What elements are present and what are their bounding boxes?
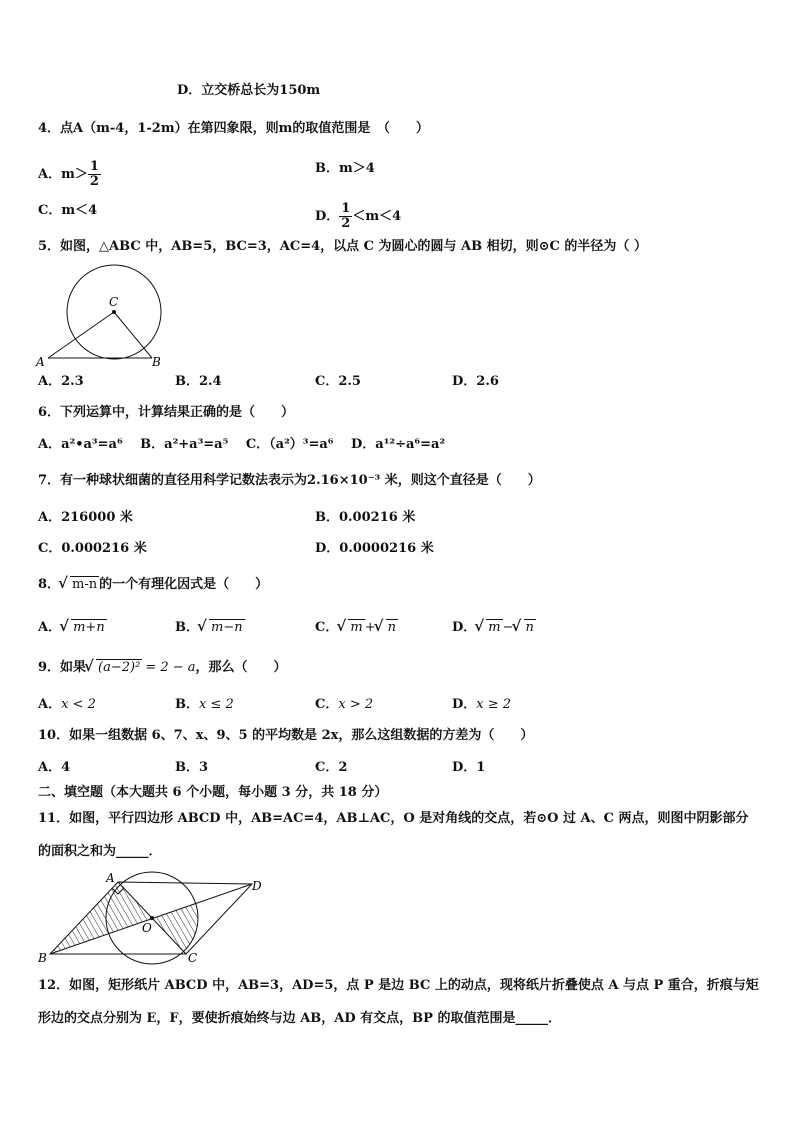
q10-stem: 10．如果一组数据 6、7、x、9、5 的平均数是 2x，那么这组数据的方差为（ ）: [38, 728, 534, 743]
q11-shade-right: [152, 884, 252, 954]
q11-figure: [30, 868, 270, 966]
q8-option-b: B．√ m−n: [175, 619, 245, 637]
q12-line2: 形边的交点分别为 E，F，要使折痕始终与边 AB，AD 有交点，BP 的取值范围是_____．: [38, 1011, 561, 1026]
q5-option-b: B．2.4: [175, 374, 222, 389]
q9-option-a: A．x < 2: [38, 697, 96, 712]
q4-a-fraction: $\frac{1}{2}$: [89, 159, 99, 189]
q11-label-a: A: [106, 871, 115, 885]
q4-option-a: A．m＞ $\frac{1}{2}$: [38, 159, 99, 189]
q5-center-point: [112, 310, 116, 314]
q9-option-b: B．x ≤ 2: [175, 697, 234, 712]
q4-d-fraction: $\frac{1}{2}$: [341, 201, 351, 231]
q11-label-c: C: [188, 951, 198, 965]
q10-option-d: D．1: [452, 760, 486, 775]
q7-stem: 7．有一种球状细菌的直径用科学记数法表示为2.16×10⁻³ 米，则这个直径是（ ）: [38, 473, 541, 488]
q5-label-c: C: [109, 295, 119, 309]
q5-figure: [30, 262, 170, 372]
q5-side-bc: [114, 312, 152, 358]
q11-label-b: B: [38, 951, 47, 965]
q9-option-c: C．x > 2: [315, 697, 374, 712]
q8-option-d: D．√ m −√ n: [452, 619, 536, 637]
q11-center-point: [150, 916, 154, 920]
q5-stem: 5．如图，△ABC 中，AB=5，BC=3，AC=4，以点 C 为圆心的圆与 AB 相切，则⊙C 的半径为（ ）: [38, 239, 647, 254]
q11-label-d: D: [252, 879, 262, 893]
q4-option-b: B．m＞4: [315, 161, 375, 176]
q5-label-b: B: [152, 355, 161, 369]
q10-option-b: B．3: [175, 760, 209, 775]
section-heading: 二、填空题（本大题共 6 个小题，每小题 3 分，共 18 分）: [38, 785, 388, 800]
q9-stem: 9．如果√ (a−2)² = 2 − a，那么（ ）: [38, 659, 287, 677]
q8-option-a: A．√ m+n: [38, 619, 107, 637]
q11-line1: 11．如图，平行四边形 ABCD 中，AB=AC=4，AB⊥AC，O 是对角线的交点，若⊙O 过 A、C 两点，则图中阴影部分: [38, 811, 749, 826]
q10-option-a: A．4: [38, 760, 71, 775]
q7-option-c: C．0.000216 米: [38, 541, 147, 556]
q5-option-c: C．2.5: [315, 374, 361, 389]
q7-option-b: B．0.00216 米: [315, 510, 416, 525]
q5-side-ac: [48, 312, 114, 358]
q4-stem: 4．点A（m-4，1-2m）在第四象限，则m的取值范围是 （ ）: [38, 121, 429, 136]
q11-line2: 的面积之和为_____．: [38, 844, 162, 859]
q11-shade-left: [50, 882, 152, 954]
q5-option-d: D．2.6: [452, 374, 499, 389]
q5-option-a: A．2.3: [38, 374, 84, 389]
q7-option-a: A．216000 米: [38, 510, 133, 525]
q8-stem-radical: √ m-n: [60, 576, 99, 594]
q5-label-a: A: [36, 355, 45, 369]
q11-label-o: O: [142, 921, 152, 935]
q8-option-c: C．√ m +√ n: [315, 619, 398, 637]
q12-line1: 12．如图，矩形纸片 ABCD 中，AB=3，AD=5，点 P 是边 BC 上的动点，现将纸片折叠使点 A 与点 P 重合，折痕与矩: [38, 978, 759, 993]
q6-stem: 6．下列运算中，计算结果正确的是（ ）: [38, 405, 295, 420]
q6-options: A．a²•a³=a⁶ B．a²+a³=a⁵ C．（a²）³=a⁶ D．a¹²÷a⁶=a²: [38, 437, 446, 452]
q9-radical: √ (a−2)²: [86, 659, 142, 677]
q9-option-d: D．x ≥ 2: [452, 697, 512, 712]
q10-option-c: C．2: [315, 760, 348, 775]
q8-stem: 8．√ m-n 的一个有理化因式是（ ）: [38, 576, 268, 594]
q3-option-d: D．立交桥总长为150m: [177, 83, 321, 98]
q7-option-d: D．0.0000216 米: [315, 541, 434, 556]
q4-option-d: D． $\frac{1}{2}$ ＜m＜4: [315, 201, 402, 231]
q4-option-c: C．m＜4: [38, 203, 98, 218]
